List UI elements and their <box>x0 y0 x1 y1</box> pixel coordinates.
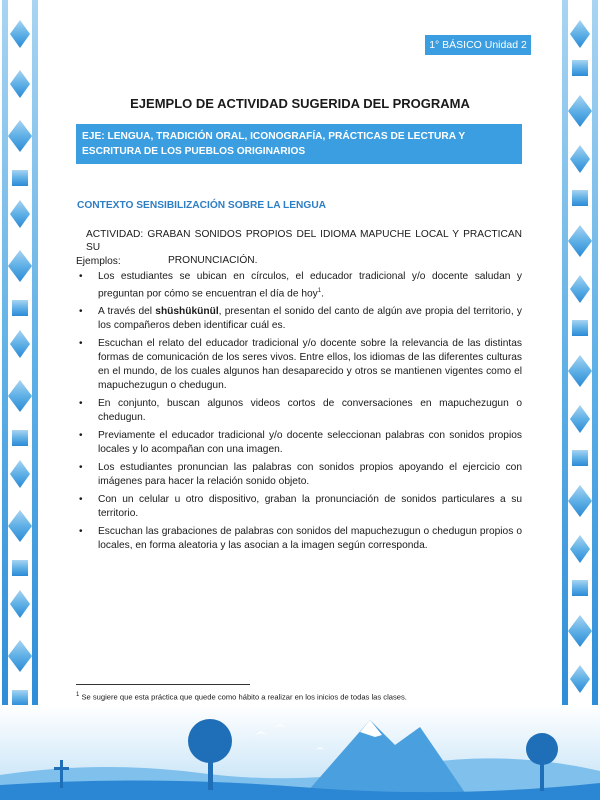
activity-statement <box>86 228 522 267</box>
list-item-text-end: . <box>321 288 324 300</box>
bullet-icon: • <box>79 494 83 506</box>
footnote <box>76 692 407 702</box>
list-item-text: Los estudiantes pronuncian las palabras con sonidos propios apoyando el ejercicio con imágenes para hacer la relación sonido objeto. <box>98 462 522 488</box>
page-title: EJEMPLO DE ACTIVIDAD SUGERIDA DEL PROGRAMA <box>130 96 470 111</box>
list-item-text: Escuchan las grabaciones de palabras con sonidos del mapuchezugun o chedugun propios o locales, en forma aleatoria y las asocian a la imagen según corresponda. <box>98 526 522 552</box>
list-item-text-end: , presentan el sonido del canto de algún ave propia del territorio, y los compañeros deben identificar cuál es. <box>98 306 522 332</box>
activity-lead: ACTIVIDAD: GRABAN SONIDOS PROPIOS DEL IDIOMA MAPUCHE LOCAL Y PRACTICAN SU <box>86 229 522 253</box>
footnote-mark: 1 <box>76 692 80 698</box>
bullet-icon: • <box>79 526 83 538</box>
bullet-icon: • <box>79 271 83 282</box>
section-heading: CONTEXTO SENSIBILIZACIÓN SOBRE LA LENGUA <box>77 200 327 211</box>
list-item-text: Los estudiantes se ubican en círculos, el educador tradicional y/o docente saludan y preguntan por cómo se encuentran el día de hoy <box>98 271 522 300</box>
list-item <box>76 270 522 301</box>
bottom-landscape-illustration <box>0 705 600 800</box>
examples-list <box>76 270 522 557</box>
list-item-text: Con un celular u otro dispositivo, graban la pronunciación de sonidos particulares a su territorio. <box>98 494 522 520</box>
list-item-bold-term: shüshükünül <box>155 306 219 318</box>
list-item-text: Escuchan el relato del educador tradicional y/o docente sobre la relevancia de las distintas formas de comunicación de los seres vivos. Entre ellos, los idiomas de las diferentes culturas en el mundo, de los cuales algunos han desaparecido y otros se mantienen vigentes como el mapuchezugun o chedugun. <box>98 338 522 392</box>
list-item <box>76 493 522 521</box>
list-item <box>76 397 522 425</box>
list-item <box>76 337 522 393</box>
list-item-text: Previamente el educador tradicional y/o docente seleccionan palabras con sonidos propios locales y lo acompañan con una imagen. <box>98 430 522 456</box>
list-item <box>76 525 522 553</box>
examples-label: Ejemplos: <box>76 256 121 267</box>
footnote-ref: 1 <box>317 288 322 294</box>
bullet-icon: • <box>79 306 83 318</box>
bullet-icon: • <box>79 430 83 442</box>
footnote-text: Se sugiere que esta práctica que quede como hábito a realizar en los inicios de todas las clases. <box>79 692 407 702</box>
bullet-icon: • <box>79 462 83 474</box>
list-item <box>76 429 522 457</box>
unit-badge: 1° BÁSICO Unidad 2 <box>425 35 531 55</box>
list-item <box>76 461 522 489</box>
list-item <box>76 305 522 333</box>
list-item-text: A través del <box>98 306 156 318</box>
bullet-icon: • <box>79 338 83 350</box>
bullet-icon: • <box>79 398 83 410</box>
landscape-icon <box>0 705 600 800</box>
footnote-divider <box>76 684 250 685</box>
eje-banner: EJE: LENGUA, TRADICIÓN ORAL, ICONOGRAFÍA, PRÁCTICAS DE LECTURA Y ESCRITURA DE LOS PUEBLOS ORIGINARIOS <box>76 124 522 164</box>
activity-continuation: PRONUNCIACIÓN. <box>168 255 258 266</box>
list-item-text: En conjunto, buscan algunos videos cortos de conversaciones en mapuchezugun o chedugun. <box>98 398 522 424</box>
